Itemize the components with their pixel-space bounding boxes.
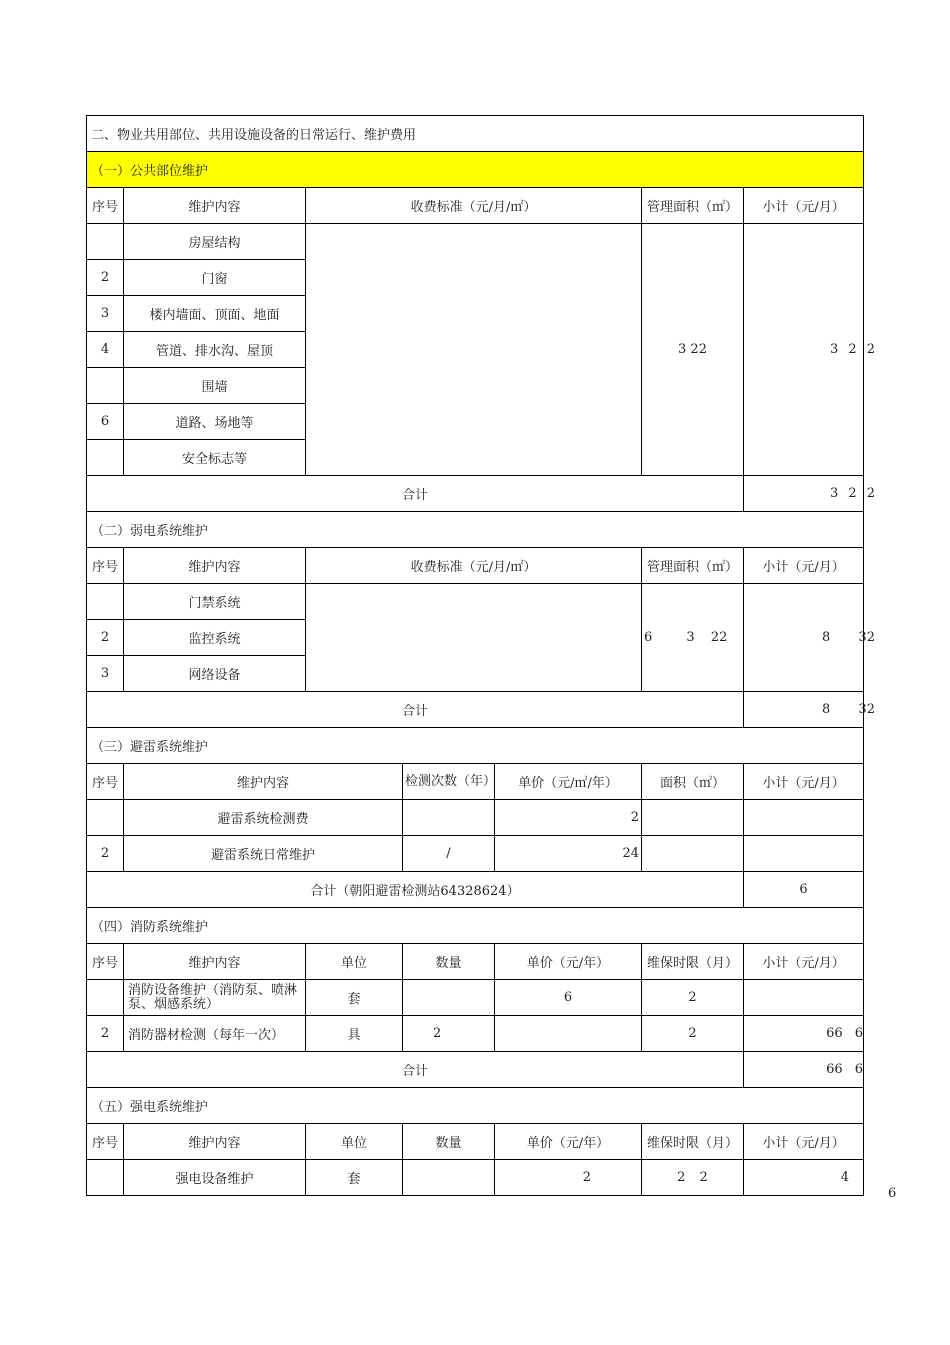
s2-total-row xyxy=(87,692,864,728)
header-area: 管理面积（㎡） xyxy=(642,548,744,584)
s1-total-label: 合计 xyxy=(87,476,744,512)
row-subtotal-cell xyxy=(744,1016,864,1052)
s4-title: （四）消防系统维护 xyxy=(87,908,864,944)
s5-overflow-value: 6 xyxy=(888,1186,897,1201)
s3-total-row xyxy=(87,872,864,908)
s1-title-row xyxy=(87,152,864,188)
row-times xyxy=(403,800,495,836)
row-price: 2 xyxy=(495,1160,642,1196)
s1-subtotal-cell xyxy=(744,224,876,476)
table-row xyxy=(87,836,864,872)
row-price: 24 xyxy=(495,836,642,872)
row-item: 门禁系统 xyxy=(124,584,306,620)
row-price: 6 xyxy=(495,980,642,1016)
s1-title: （一）公共部位维护 xyxy=(87,152,864,188)
row-times: / xyxy=(403,836,495,872)
s2-subtotal-b: 32 xyxy=(858,630,875,645)
row-subtotal-a: 4 xyxy=(840,1170,850,1185)
s2-area-b: 3 22 xyxy=(686,630,728,645)
s2-total-cell xyxy=(744,692,875,728)
s4-total-a: 66 xyxy=(826,1062,843,1077)
row-subtotal-cell xyxy=(744,1160,864,1196)
header-item: 维护内容 xyxy=(124,1124,306,1160)
s2-area-cell xyxy=(642,584,744,692)
header-rate: 收费标准（元/月/㎡） xyxy=(306,548,642,584)
row-months: 2 xyxy=(642,980,744,1016)
header-item: 维护内容 xyxy=(124,764,403,800)
row-unit: 套 xyxy=(306,980,403,1016)
row-subtotal-a: 66 xyxy=(826,1026,843,1041)
row-item: 楼内墙面、顶面、地面 xyxy=(124,296,306,332)
row-qty xyxy=(403,1160,495,1196)
row-no: 6 xyxy=(87,404,124,440)
s2-total-a: 8 xyxy=(822,702,831,717)
row-no: 2 xyxy=(87,1016,124,1052)
s3-title: （三）避雷系统维护 xyxy=(87,728,864,764)
s2-title-row xyxy=(87,512,864,548)
s1-total-cell xyxy=(744,476,876,512)
row-no xyxy=(87,1160,124,1196)
s2-header-row xyxy=(87,548,864,584)
row-item: 避雷系统日常维护 xyxy=(124,836,403,872)
s2-rate-cell xyxy=(306,584,642,692)
s4-total-cell xyxy=(744,1052,864,1088)
row-qty: 2 xyxy=(403,1016,495,1052)
header-no: 序号 xyxy=(87,1124,124,1160)
header-item: 维护内容 xyxy=(124,548,306,584)
row-item: 房屋结构 xyxy=(124,224,306,260)
row-price xyxy=(495,1016,642,1052)
row-subtotal xyxy=(744,836,864,872)
row-item: 门窗 xyxy=(124,260,306,296)
header-no: 序号 xyxy=(87,548,124,584)
row-months: 2 xyxy=(642,1016,744,1052)
s2-subtotal-a: 8 xyxy=(822,630,831,645)
s4-header-row xyxy=(87,944,864,980)
s4-total-label: 合计 xyxy=(87,1052,744,1088)
s3-title-row xyxy=(87,728,864,764)
row-item: 网络设备 xyxy=(124,656,306,692)
s1-header-row xyxy=(87,188,864,224)
row-no xyxy=(87,440,124,476)
section-title-row xyxy=(87,116,864,152)
header-subtotal: 小计（元/月） xyxy=(744,764,864,800)
header-months: 维保时限（月） xyxy=(642,944,744,980)
row-no xyxy=(87,224,124,260)
s1-area: 3 22 xyxy=(678,342,707,357)
s2-total-label: 合计 xyxy=(87,692,744,728)
row-no xyxy=(87,368,124,404)
header-no: 序号 xyxy=(87,764,124,800)
s3-total-label: 合计（朝阳避雷检测站64328624） xyxy=(87,872,744,908)
table-row xyxy=(87,1016,864,1052)
row-area xyxy=(642,800,744,836)
row-no: 3 xyxy=(87,656,124,692)
row-no: 2 xyxy=(87,260,124,296)
row-item: 安全标志等 xyxy=(124,440,306,476)
header-times: 检测次数（年） xyxy=(403,764,495,800)
row-qty xyxy=(403,980,495,1016)
row-price: 2 xyxy=(495,800,642,836)
header-no: 序号 xyxy=(87,188,124,224)
s1-subtotal: 3 2 2 xyxy=(829,342,876,357)
header-no: 序号 xyxy=(87,944,124,980)
row-item: 消防器材检测（每年一次） xyxy=(124,1016,306,1052)
row-no: 4 xyxy=(87,332,124,368)
row-item: 围墙 xyxy=(124,368,306,404)
s3-header-row xyxy=(87,764,864,800)
row-no xyxy=(87,584,124,620)
s4-title-row xyxy=(87,908,864,944)
row-item: 消防设备维护（消防泵、喷淋泵、烟感系统） xyxy=(124,980,306,1016)
header-subtotal: 小计（元/月） xyxy=(744,944,864,980)
row-no: 2 xyxy=(87,620,124,656)
fee-sheet xyxy=(86,115,897,1201)
header-qty: 数量 xyxy=(403,944,495,980)
header-item: 维护内容 xyxy=(124,944,306,980)
header-subtotal: 小计（元/月） xyxy=(744,1124,864,1160)
header-price: 单价（元/年） xyxy=(495,944,642,980)
row-area xyxy=(642,836,744,872)
s2-total-b: 32 xyxy=(858,702,875,717)
row-months: 2 2 xyxy=(642,1160,744,1196)
header-area: 面积（㎡） xyxy=(642,764,744,800)
header-unit: 单位 xyxy=(306,944,403,980)
header-price: 单价（元/年） xyxy=(495,1124,642,1160)
s4-total-row xyxy=(87,1052,864,1088)
row-item: 避雷系统检测费 xyxy=(124,800,403,836)
row-no: 3 xyxy=(87,296,124,332)
row-no xyxy=(87,980,124,1016)
row-no xyxy=(87,800,124,836)
header-subtotal: 小计（元/月） xyxy=(744,548,864,584)
row-subtotal-b: 6 xyxy=(854,1026,864,1041)
s3-total: 6 xyxy=(744,872,864,908)
s1-total-row xyxy=(87,476,864,512)
fee-table xyxy=(86,115,876,1196)
s5-header-row xyxy=(87,1124,864,1160)
header-unit: 单位 xyxy=(306,1124,403,1160)
header-rate: 收费标准（元/月/㎡） xyxy=(306,188,642,224)
header-months: 维保时限（月） xyxy=(642,1124,744,1160)
row-item: 监控系统 xyxy=(124,620,306,656)
table-row xyxy=(87,800,864,836)
s2-area-a: 6 xyxy=(644,630,653,645)
row-subtotal xyxy=(744,800,864,836)
row-unit: 具 xyxy=(306,1016,403,1052)
row-no: 2 xyxy=(87,836,124,872)
row-item: 管道、排水沟、屋顶 xyxy=(124,332,306,368)
table-row xyxy=(87,1160,864,1196)
header-item: 维护内容 xyxy=(124,188,306,224)
header-area: 管理面积（㎡） xyxy=(642,188,744,224)
header-qty: 数量 xyxy=(403,1124,495,1160)
section-title: 二、物业共用部位、共用设施设备的日常运行、维护费用 xyxy=(87,116,864,152)
row-item: 强电设备维护 xyxy=(124,1160,306,1196)
s4-total-b: 6 xyxy=(854,1062,864,1077)
header-price: 单价（元/㎡/年） xyxy=(495,764,642,800)
row-subtotal xyxy=(744,980,864,1016)
s1-total: 3 2 2 xyxy=(829,486,876,501)
table-row xyxy=(87,980,864,1016)
row-unit: 套 xyxy=(306,1160,403,1196)
s5-title-row xyxy=(87,1088,864,1124)
s1-rate-cell xyxy=(306,224,642,476)
s1-area-cell xyxy=(642,224,744,476)
table-row xyxy=(87,224,864,260)
table-row xyxy=(87,584,864,620)
header-subtotal: 小计（元/月） xyxy=(744,188,864,224)
s2-title: （二）弱电系统维护 xyxy=(87,512,864,548)
s5-title: （五）强电系统维护 xyxy=(87,1088,864,1124)
row-item: 道路、场地等 xyxy=(124,404,306,440)
s2-subtotal-cell xyxy=(744,584,875,692)
